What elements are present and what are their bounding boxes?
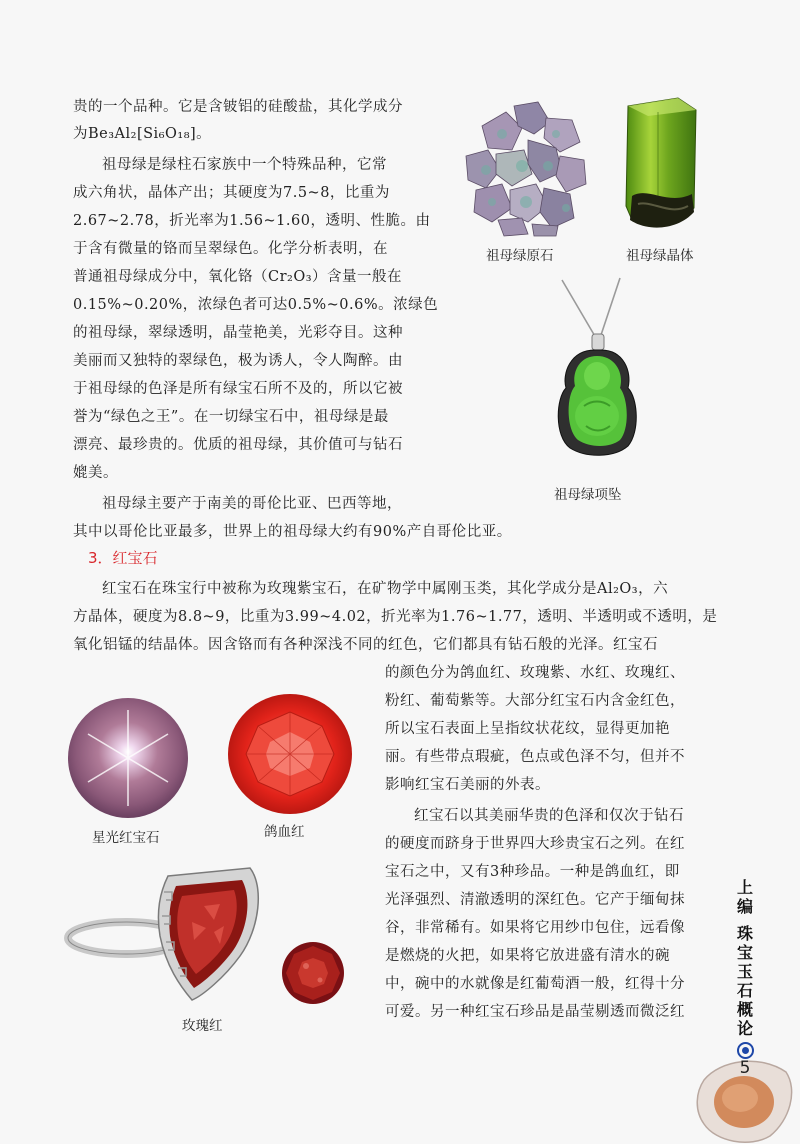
text-line: 漂亮、最珍贵的。优质的祖母绿，其价值可与钻石	[73, 437, 403, 453]
caption-star-ruby: 星光红宝石	[92, 830, 160, 846]
text-line: 为Be₃Al₂[Si₆O₁₈]。	[73, 126, 212, 142]
text-line: 粉红、葡萄紫等。大部分红宝石内含金红色，	[385, 693, 685, 709]
text-line: 红宝石以其美丽华贵的色泽和仅次于钻石	[414, 808, 684, 824]
emerald-pendant-image	[540, 276, 650, 476]
text-line: 所以宝石表面上呈指纹状花纹，显得更加艳	[385, 721, 670, 737]
text-line: 方晶体，硬度为8.8~9，比重为3.99~4.02，折光率为1.76~1.77，透明、半透明或不透明，是	[73, 609, 718, 625]
text-line: 丽。有些带点瑕疵，色点或色泽不匀，但并不	[385, 749, 685, 765]
text-line: 美丽而又独特的翠绿色，极为诱人，令人陶醉。由	[73, 353, 403, 369]
text-line: 祖母绿是绿柱石家族中一个特殊品种，它常	[102, 157, 387, 173]
text-line: 宝石之中，又有3种珍品。一种是鸽血红，即	[385, 864, 680, 880]
text-line: 贵的一个品种。它是含铍铝的硅酸盐，其化学成分	[73, 99, 403, 115]
star-ruby-image	[66, 696, 190, 820]
text-line: 成六角状，晶体产出；其硬度为7.5~8，比重为	[73, 185, 390, 201]
text-line: 0.15%~0.20%，浓绿色者可达0.5%~0.6%。浓绿色	[73, 297, 439, 313]
text-line: 红宝石在珠宝行中被称为玫瑰紫宝石，在矿物学中属刚玉类，其化学成分是Al₂O₃，六	[102, 581, 669, 597]
text-line: 誉为“绿色之王”。在一切绿宝石中，祖母绿是最	[73, 409, 389, 425]
page-number: 5	[739, 1058, 751, 1078]
text-line: 影响红宝石美丽的外表。	[385, 777, 550, 793]
text-line: 于祖母绿的色泽是所有绿宝石所不及的，所以它被	[73, 381, 403, 397]
text-line: 光泽强烈、清澈透明的深红色。它产于缅甸抹	[385, 892, 685, 908]
caption-pigeon-blood: 鸽血红	[264, 824, 305, 840]
ruby-ring-image	[64, 856, 268, 1006]
text-line: 谷，非常稀有。如果将它用纱巾包住，远看像	[385, 920, 685, 936]
text-line: 的颜色分为鸽血红、玫瑰紫、水红、玫瑰红、	[385, 665, 685, 681]
text-line: 普通祖母绿成分中，氧化铬（Cr₂O₃）含量一般在	[73, 269, 403, 285]
text-line: 是燃烧的火把，如果将它放进盛有清水的碗	[385, 948, 670, 964]
caption-emerald-crystal: 祖母绿晶体	[626, 248, 694, 264]
caption-emerald-rough: 祖母绿原石	[486, 248, 554, 264]
text-line: 祖母绿主要产于南美的哥伦比亚、巴西等地，	[102, 496, 402, 512]
text-line: 于含有微量的铬而呈翠绿色。化学分析表明，在	[73, 241, 388, 257]
rose-red-ruby-image	[280, 940, 346, 1006]
text-line: 媲美。	[73, 465, 118, 481]
text-line: 的硬度而跻身于世界四大珍贵宝石之列。在红	[385, 836, 685, 852]
caption-rose-red: 玫瑰红	[182, 1018, 223, 1034]
text-line: 2.67~2.78，折光率为1.56~1.60，透明、性脆。由	[73, 213, 431, 229]
emerald-rough-image	[462, 98, 590, 238]
section-heading: 3．红宝石	[88, 549, 158, 567]
text-line: 的祖母绿，翠绿透明，晶莹艳美，光彩夺目。这种	[73, 325, 403, 341]
text-line: 氧化铝锰的结晶体。因含铬而有各种深浅不同的红色，它们都具有钻石般的光泽。红宝石	[73, 637, 658, 653]
pigeon-blood-ruby-image	[226, 692, 354, 816]
text-line: 其中以哥伦比亚最多，世界上的祖母绿大约有90%产自哥伦比亚。	[73, 524, 512, 540]
text-line: 中，碗中的水就像是红葡萄酒一般，红得十分	[385, 976, 685, 992]
emerald-crystal-image	[618, 96, 708, 236]
caption-emerald-pendant: 祖母绿项坠	[554, 487, 622, 503]
text-line: 可爱。另一种红宝石珍品是晶莹剔透而微泛红	[385, 1004, 685, 1020]
book-part-label: 上编	[736, 878, 753, 916]
book-title: 珠宝玉石概论	[736, 924, 753, 1038]
